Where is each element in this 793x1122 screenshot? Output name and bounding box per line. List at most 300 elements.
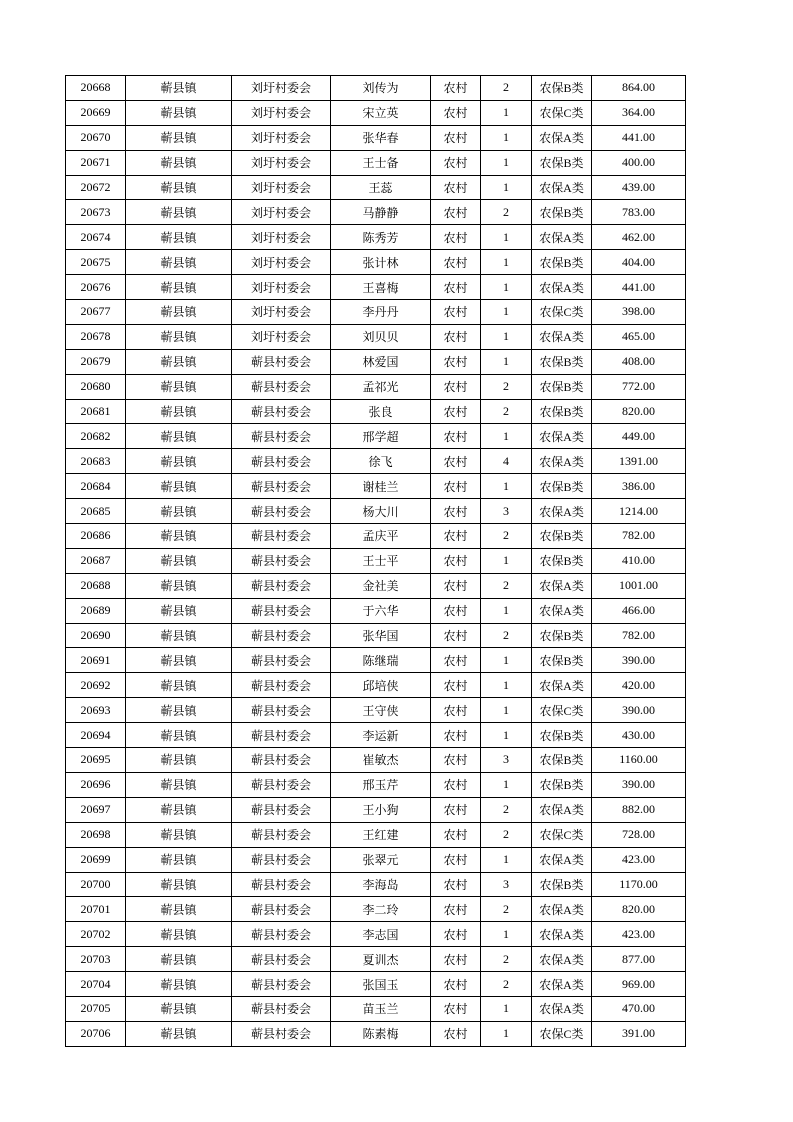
table-row <box>66 324 686 349</box>
cell-insurance-category: 农保B类 <box>532 76 592 101</box>
cell-record-id: 20692 <box>66 673 126 698</box>
table-row <box>66 698 686 723</box>
cell-record-id: 20678 <box>66 324 126 349</box>
cell-record-id: 20685 <box>66 499 126 524</box>
cell-town: 蕲县镇 <box>126 225 232 250</box>
cell-person-count: 1 <box>481 225 532 250</box>
cell-town: 蕲县镇 <box>126 424 232 449</box>
cell-town: 蕲县镇 <box>126 150 232 175</box>
cell-record-id: 20670 <box>66 125 126 150</box>
cell-record-id: 20702 <box>66 922 126 947</box>
cell-person-name: 邢学超 <box>331 424 431 449</box>
cell-insurance-category: 农保A类 <box>532 424 592 449</box>
cell-amount: 728.00 <box>592 822 686 847</box>
cell-record-id: 20689 <box>66 598 126 623</box>
cell-village-committee: 蕲县村委会 <box>232 723 331 748</box>
cell-person-count: 2 <box>481 623 532 648</box>
cell-household-type: 农村 <box>431 598 481 623</box>
cell-amount: 882.00 <box>592 797 686 822</box>
cell-insurance-category: 农保A类 <box>532 947 592 972</box>
cell-village-committee: 刘圩村委会 <box>232 175 331 200</box>
cell-insurance-category: 农保B类 <box>532 474 592 499</box>
cell-person-count: 2 <box>481 573 532 598</box>
cell-village-committee: 蕲县村委会 <box>232 797 331 822</box>
cell-record-id: 20677 <box>66 300 126 325</box>
cell-person-count: 1 <box>481 847 532 872</box>
cell-amount: 390.00 <box>592 648 686 673</box>
table-row <box>66 374 686 399</box>
cell-town: 蕲县镇 <box>126 200 232 225</box>
cell-insurance-category: 农保C类 <box>532 1021 592 1046</box>
cell-person-count: 4 <box>481 449 532 474</box>
cell-person-name: 李运新 <box>331 723 431 748</box>
cell-household-type: 农村 <box>431 499 481 524</box>
cell-amount: 470.00 <box>592 996 686 1021</box>
cell-amount: 364.00 <box>592 100 686 125</box>
cell-town: 蕲县镇 <box>126 996 232 1021</box>
cell-person-count: 1 <box>481 648 532 673</box>
cell-village-committee: 刘圩村委会 <box>232 324 331 349</box>
cell-person-count: 1 <box>481 474 532 499</box>
cell-town: 蕲县镇 <box>126 748 232 773</box>
cell-town: 蕲县镇 <box>126 548 232 573</box>
cell-insurance-category: 农保A类 <box>532 225 592 250</box>
cell-person-count: 3 <box>481 872 532 897</box>
cell-town: 蕲县镇 <box>126 349 232 374</box>
cell-amount: 1170.00 <box>592 872 686 897</box>
cell-village-committee: 蕲县村委会 <box>232 474 331 499</box>
cell-insurance-category: 农保A类 <box>532 598 592 623</box>
cell-town: 蕲县镇 <box>126 76 232 101</box>
table-row <box>66 100 686 125</box>
cell-amount: 864.00 <box>592 76 686 101</box>
cell-record-id: 20680 <box>66 374 126 399</box>
cell-person-count: 2 <box>481 200 532 225</box>
cell-household-type: 农村 <box>431 374 481 399</box>
cell-town: 蕲县镇 <box>126 175 232 200</box>
cell-village-committee: 蕲县村委会 <box>232 822 331 847</box>
cell-person-name: 于六华 <box>331 598 431 623</box>
table-row <box>66 175 686 200</box>
cell-person-count: 2 <box>481 399 532 424</box>
cell-village-committee: 刘圩村委会 <box>232 200 331 225</box>
table-row <box>66 947 686 972</box>
cell-household-type: 农村 <box>431 324 481 349</box>
cell-household-type: 农村 <box>431 996 481 1021</box>
table-row <box>66 524 686 549</box>
cell-household-type: 农村 <box>431 748 481 773</box>
cell-village-committee: 蕲县村委会 <box>232 623 331 648</box>
cell-person-count: 2 <box>481 374 532 399</box>
cell-person-name: 苗玉兰 <box>331 996 431 1021</box>
table-row <box>66 573 686 598</box>
cell-record-id: 20703 <box>66 947 126 972</box>
cell-person-count: 1 <box>481 250 532 275</box>
cell-household-type: 农村 <box>431 175 481 200</box>
cell-household-type: 农村 <box>431 474 481 499</box>
cell-person-count: 1 <box>481 100 532 125</box>
cell-town: 蕲县镇 <box>126 922 232 947</box>
cell-insurance-category: 农保A类 <box>532 573 592 598</box>
cell-person-name: 王士平 <box>331 548 431 573</box>
cell-person-count: 2 <box>481 972 532 997</box>
cell-record-id: 20699 <box>66 847 126 872</box>
table-row <box>66 125 686 150</box>
cell-person-count: 2 <box>481 947 532 972</box>
cell-person-name: 金社美 <box>331 573 431 598</box>
cell-person-count: 1 <box>481 150 532 175</box>
cell-amount: 400.00 <box>592 150 686 175</box>
cell-insurance-category: 农保A类 <box>532 922 592 947</box>
cell-household-type: 农村 <box>431 797 481 822</box>
cell-village-committee: 蕲县村委会 <box>232 449 331 474</box>
cell-village-committee: 蕲县村委会 <box>232 374 331 399</box>
cell-person-name: 李志国 <box>331 922 431 947</box>
table-row <box>66 797 686 822</box>
cell-amount: 423.00 <box>592 922 686 947</box>
cell-record-id: 20681 <box>66 399 126 424</box>
table-row <box>66 300 686 325</box>
cell-record-id: 20696 <box>66 772 126 797</box>
records-table <box>65 75 686 1047</box>
cell-town: 蕲县镇 <box>126 822 232 847</box>
cell-amount: 1391.00 <box>592 449 686 474</box>
cell-person-name: 王士备 <box>331 150 431 175</box>
cell-insurance-category: 农保A类 <box>532 275 592 300</box>
cell-person-name: 陈素梅 <box>331 1021 431 1046</box>
cell-record-id: 20688 <box>66 573 126 598</box>
cell-person-name: 李二玲 <box>331 897 431 922</box>
cell-village-committee: 蕲县村委会 <box>232 648 331 673</box>
cell-person-count: 1 <box>481 996 532 1021</box>
cell-record-id: 20706 <box>66 1021 126 1046</box>
cell-record-id: 20679 <box>66 349 126 374</box>
cell-village-committee: 蕲县村委会 <box>232 922 331 947</box>
cell-insurance-category: 农保B类 <box>532 374 592 399</box>
cell-amount: 782.00 <box>592 623 686 648</box>
cell-household-type: 农村 <box>431 648 481 673</box>
cell-person-name: 李海岛 <box>331 872 431 897</box>
cell-person-name: 张计林 <box>331 250 431 275</box>
records-table-body <box>66 76 686 1047</box>
cell-insurance-category: 农保B类 <box>532 748 592 773</box>
cell-household-type: 农村 <box>431 399 481 424</box>
cell-person-name: 张翠元 <box>331 847 431 872</box>
cell-insurance-category: 农保A类 <box>532 797 592 822</box>
cell-village-committee: 蕲县村委会 <box>232 996 331 1021</box>
cell-village-committee: 刘圩村委会 <box>232 125 331 150</box>
cell-person-count: 2 <box>481 822 532 847</box>
table-row <box>66 150 686 175</box>
cell-household-type: 农村 <box>431 723 481 748</box>
cell-amount: 1001.00 <box>592 573 686 598</box>
cell-insurance-category: 农保B类 <box>532 524 592 549</box>
cell-household-type: 农村 <box>431 275 481 300</box>
cell-amount: 462.00 <box>592 225 686 250</box>
cell-town: 蕲县镇 <box>126 797 232 822</box>
cell-village-committee: 蕲县村委会 <box>232 548 331 573</box>
cell-village-committee: 蕲县村委会 <box>232 399 331 424</box>
cell-insurance-category: 农保A类 <box>532 324 592 349</box>
cell-person-name: 王蕊 <box>331 175 431 200</box>
cell-insurance-category: 农保C类 <box>532 822 592 847</box>
cell-household-type: 农村 <box>431 449 481 474</box>
table-row <box>66 399 686 424</box>
cell-record-id: 20701 <box>66 897 126 922</box>
cell-town: 蕲县镇 <box>126 474 232 499</box>
cell-village-committee: 蕲县村委会 <box>232 972 331 997</box>
cell-insurance-category: 农保C类 <box>532 698 592 723</box>
cell-household-type: 农村 <box>431 225 481 250</box>
table-row <box>66 748 686 773</box>
table-row <box>66 449 686 474</box>
cell-person-name: 谢桂兰 <box>331 474 431 499</box>
cell-town: 蕲县镇 <box>126 673 232 698</box>
cell-household-type: 农村 <box>431 772 481 797</box>
table-row <box>66 897 686 922</box>
cell-amount: 408.00 <box>592 349 686 374</box>
cell-household-type: 农村 <box>431 673 481 698</box>
cell-person-count: 1 <box>481 349 532 374</box>
cell-record-id: 20686 <box>66 524 126 549</box>
cell-household-type: 农村 <box>431 623 481 648</box>
table-row <box>66 922 686 947</box>
cell-town: 蕲县镇 <box>126 449 232 474</box>
cell-record-id: 20671 <box>66 150 126 175</box>
cell-person-count: 3 <box>481 748 532 773</box>
cell-record-id: 20698 <box>66 822 126 847</box>
cell-person-count: 3 <box>481 499 532 524</box>
cell-person-name: 林爱国 <box>331 349 431 374</box>
cell-village-committee: 蕲县村委会 <box>232 598 331 623</box>
cell-record-id: 20691 <box>66 648 126 673</box>
cell-record-id: 20693 <box>66 698 126 723</box>
cell-person-name: 王小狗 <box>331 797 431 822</box>
cell-insurance-category: 农保A类 <box>532 847 592 872</box>
cell-household-type: 农村 <box>431 1021 481 1046</box>
cell-person-name: 王红建 <box>331 822 431 847</box>
cell-town: 蕲县镇 <box>126 872 232 897</box>
cell-amount: 969.00 <box>592 972 686 997</box>
cell-town: 蕲县镇 <box>126 324 232 349</box>
cell-village-committee: 蕲县村委会 <box>232 1021 331 1046</box>
cell-person-name: 夏训杰 <box>331 947 431 972</box>
cell-record-id: 20697 <box>66 797 126 822</box>
cell-amount: 772.00 <box>592 374 686 399</box>
cell-insurance-category: 农保B类 <box>532 250 592 275</box>
cell-record-id: 20674 <box>66 225 126 250</box>
cell-insurance-category: 农保B类 <box>532 548 592 573</box>
cell-person-name: 孟庆平 <box>331 524 431 549</box>
cell-village-committee: 刘圩村委会 <box>232 275 331 300</box>
cell-amount: 391.00 <box>592 1021 686 1046</box>
cell-amount: 441.00 <box>592 125 686 150</box>
cell-record-id: 20673 <box>66 200 126 225</box>
cell-amount: 386.00 <box>592 474 686 499</box>
cell-household-type: 农村 <box>431 872 481 897</box>
cell-person-count: 1 <box>481 598 532 623</box>
table-row <box>66 499 686 524</box>
table-row <box>66 648 686 673</box>
table-row <box>66 996 686 1021</box>
cell-person-count: 2 <box>481 524 532 549</box>
cell-person-count: 1 <box>481 922 532 947</box>
table-row <box>66 474 686 499</box>
cell-amount: 420.00 <box>592 673 686 698</box>
cell-person-name: 张华国 <box>331 623 431 648</box>
cell-insurance-category: 农保A类 <box>532 125 592 150</box>
cell-village-committee: 蕲县村委会 <box>232 772 331 797</box>
cell-person-name: 张华春 <box>331 125 431 150</box>
cell-person-name: 邢玉芹 <box>331 772 431 797</box>
cell-person-name: 王喜梅 <box>331 275 431 300</box>
cell-insurance-category: 农保B类 <box>532 623 592 648</box>
table-row <box>66 723 686 748</box>
cell-person-count: 1 <box>481 772 532 797</box>
cell-village-committee: 蕲县村委会 <box>232 947 331 972</box>
cell-person-count: 2 <box>481 76 532 101</box>
cell-person-name: 王守侠 <box>331 698 431 723</box>
cell-village-committee: 蕲县村委会 <box>232 499 331 524</box>
cell-household-type: 农村 <box>431 573 481 598</box>
cell-person-count: 2 <box>481 897 532 922</box>
cell-household-type: 农村 <box>431 76 481 101</box>
cell-person-count: 1 <box>481 125 532 150</box>
cell-record-id: 20704 <box>66 972 126 997</box>
cell-household-type: 农村 <box>431 822 481 847</box>
cell-household-type: 农村 <box>431 947 481 972</box>
cell-household-type: 农村 <box>431 250 481 275</box>
cell-town: 蕲县镇 <box>126 374 232 399</box>
table-row <box>66 772 686 797</box>
table-row <box>66 424 686 449</box>
cell-village-committee: 蕲县村委会 <box>232 847 331 872</box>
table-row <box>66 972 686 997</box>
cell-amount: 877.00 <box>592 947 686 972</box>
cell-person-name: 陈继瑞 <box>331 648 431 673</box>
cell-person-count: 1 <box>481 698 532 723</box>
cell-village-committee: 蕲县村委会 <box>232 524 331 549</box>
cell-town: 蕲县镇 <box>126 573 232 598</box>
cell-village-committee: 蕲县村委会 <box>232 698 331 723</box>
cell-insurance-category: 农保B类 <box>532 150 592 175</box>
cell-village-committee: 蕲县村委会 <box>232 748 331 773</box>
cell-town: 蕲县镇 <box>126 125 232 150</box>
cell-person-name: 孟祁光 <box>331 374 431 399</box>
cell-person-name: 张良 <box>331 399 431 424</box>
cell-household-type: 农村 <box>431 972 481 997</box>
cell-record-id: 20695 <box>66 748 126 773</box>
cell-insurance-category: 农保A类 <box>532 996 592 1021</box>
cell-insurance-category: 农保C类 <box>532 100 592 125</box>
cell-household-type: 农村 <box>431 897 481 922</box>
table-row <box>66 225 686 250</box>
cell-town: 蕲县镇 <box>126 598 232 623</box>
cell-amount: 782.00 <box>592 524 686 549</box>
cell-insurance-category: 农保A类 <box>532 175 592 200</box>
cell-person-count: 1 <box>481 1021 532 1046</box>
cell-village-committee: 蕲县村委会 <box>232 897 331 922</box>
cell-record-id: 20675 <box>66 250 126 275</box>
table-row <box>66 548 686 573</box>
cell-town: 蕲县镇 <box>126 723 232 748</box>
cell-amount: 1214.00 <box>592 499 686 524</box>
cell-record-id: 20687 <box>66 548 126 573</box>
cell-person-name: 杨大川 <box>331 499 431 524</box>
cell-town: 蕲县镇 <box>126 524 232 549</box>
cell-town: 蕲县镇 <box>126 648 232 673</box>
cell-amount: 430.00 <box>592 723 686 748</box>
cell-town: 蕲县镇 <box>126 698 232 723</box>
cell-record-id: 20684 <box>66 474 126 499</box>
cell-person-count: 1 <box>481 275 532 300</box>
cell-insurance-category: 农保B类 <box>532 200 592 225</box>
cell-amount: 820.00 <box>592 399 686 424</box>
cell-town: 蕲县镇 <box>126 399 232 424</box>
cell-insurance-category: 农保B类 <box>532 349 592 374</box>
cell-amount: 820.00 <box>592 897 686 922</box>
cell-insurance-category: 农保A类 <box>532 449 592 474</box>
cell-town: 蕲县镇 <box>126 897 232 922</box>
cell-person-name: 李丹丹 <box>331 300 431 325</box>
table-row <box>66 200 686 225</box>
cell-insurance-category: 农保A类 <box>532 897 592 922</box>
cell-village-committee: 蕲县村委会 <box>232 573 331 598</box>
cell-village-committee: 刘圩村委会 <box>232 300 331 325</box>
cell-amount: 466.00 <box>592 598 686 623</box>
cell-record-id: 20683 <box>66 449 126 474</box>
cell-record-id: 20669 <box>66 100 126 125</box>
cell-household-type: 农村 <box>431 200 481 225</box>
cell-amount: 398.00 <box>592 300 686 325</box>
cell-amount: 423.00 <box>592 847 686 872</box>
cell-household-type: 农村 <box>431 922 481 947</box>
cell-village-committee: 刘圩村委会 <box>232 100 331 125</box>
cell-town: 蕲县镇 <box>126 1021 232 1046</box>
cell-insurance-category: 农保A类 <box>532 499 592 524</box>
cell-record-id: 20676 <box>66 275 126 300</box>
cell-insurance-category: 农保C类 <box>532 300 592 325</box>
cell-town: 蕲县镇 <box>126 772 232 797</box>
cell-record-id: 20682 <box>66 424 126 449</box>
cell-person-count: 1 <box>481 673 532 698</box>
cell-insurance-category: 农保B类 <box>532 872 592 897</box>
cell-person-count: 1 <box>481 424 532 449</box>
cell-village-committee: 蕲县村委会 <box>232 673 331 698</box>
cell-village-committee: 蕲县村委会 <box>232 349 331 374</box>
cell-village-committee: 蕲县村委会 <box>232 872 331 897</box>
cell-person-name: 刘传为 <box>331 76 431 101</box>
cell-household-type: 农村 <box>431 698 481 723</box>
cell-amount: 410.00 <box>592 548 686 573</box>
cell-record-id: 20690 <box>66 623 126 648</box>
cell-household-type: 农村 <box>431 847 481 872</box>
cell-household-type: 农村 <box>431 548 481 573</box>
cell-insurance-category: 农保B类 <box>532 648 592 673</box>
cell-household-type: 农村 <box>431 524 481 549</box>
cell-amount: 465.00 <box>592 324 686 349</box>
cell-person-name: 崔敏杰 <box>331 748 431 773</box>
cell-town: 蕲县镇 <box>126 623 232 648</box>
cell-person-name: 刘贝贝 <box>331 324 431 349</box>
cell-amount: 783.00 <box>592 200 686 225</box>
cell-town: 蕲县镇 <box>126 250 232 275</box>
cell-village-committee: 刘圩村委会 <box>232 225 331 250</box>
cell-amount: 1160.00 <box>592 748 686 773</box>
table-row <box>66 623 686 648</box>
cell-record-id: 20700 <box>66 872 126 897</box>
cell-amount: 449.00 <box>592 424 686 449</box>
